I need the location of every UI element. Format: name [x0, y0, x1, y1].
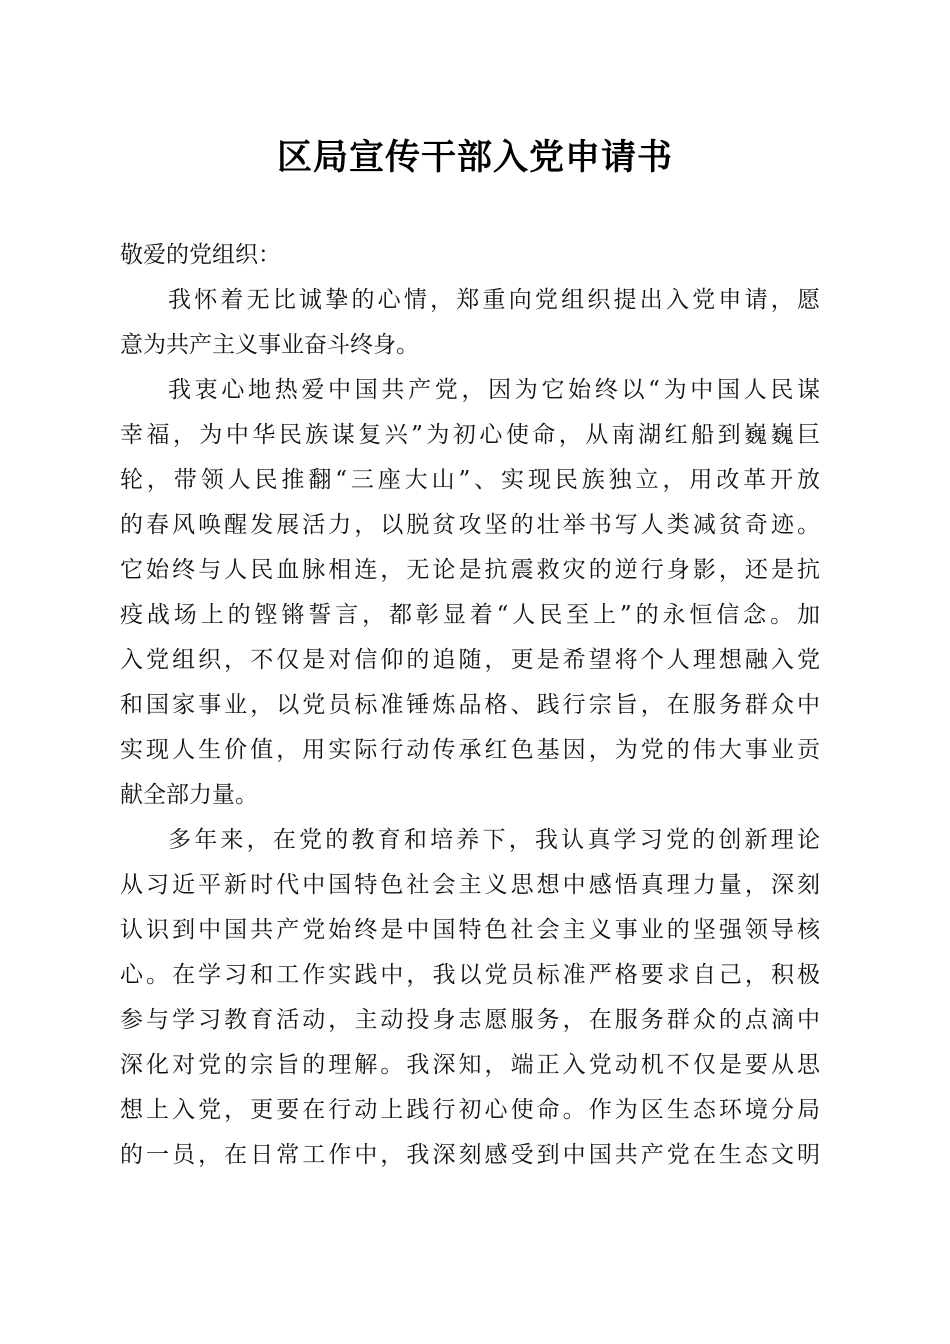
paragraph-line: 献全部力量。: [120, 782, 258, 808]
paragraph-line: 和国家事业，以党员标准锤炼品格、践行宗旨，在服务群众中: [120, 692, 820, 718]
paragraph-line: 想上入党，更要在行动上践行初心使命。作为区生态环境分局: [120, 1097, 820, 1123]
paragraph-line: 幸福，为中华民族谋复兴”为初心使命，从南湖红船到巍巍巨: [120, 422, 820, 448]
paragraph-line: 我怀着无比诚挚的心情，郑重向党组织提出入党申请，愿: [168, 287, 820, 313]
paragraph-line: 它始终与人民血脉相连，无论是抗震救灾的逆行身影，还是抗: [120, 557, 820, 583]
paragraph-line: 认识到中国共产党始终是中国特色社会主义事业的坚强领导核: [120, 917, 820, 943]
paragraph-line: 深化对党的宗旨的理解。我深知，端正入党动机不仅是要从思: [120, 1052, 820, 1078]
paragraph-line: 从习近平新时代中国特色社会主义思想中感悟真理力量，深刻: [120, 872, 820, 898]
paragraph-1: [120, 278, 820, 368]
paragraph-line: 的春风唤醒发展活力，以脱贫攻坚的壮举书写人类减贫奇迹。: [120, 512, 820, 538]
paragraph-line: 心。在学习和工作实践中，我以党员标准严格要求自己，积极: [120, 962, 820, 988]
paragraph-line: 的一员，在日常工作中，我深刻感受到中国共产党在生态文明: [120, 1142, 820, 1168]
paragraph-3: [120, 818, 820, 1178]
paragraph-line: 疫战场上的铿锵誓言，都彰显着“人民至上”的永恒信念。加: [120, 602, 820, 628]
paragraph-line: 多年来，在党的教育和培养下，我认真学习党的创新理论: [168, 827, 820, 853]
document-title: 区局宣传干部入党申请书: [276, 137, 673, 178]
document-body: [120, 233, 820, 1178]
paragraph-line: 我衷心地热爱中国共产党，因为它始终以“为中国人民谋: [168, 377, 820, 403]
salutation: 敬爱的党组织：: [120, 242, 281, 268]
paragraph-line: 轮，带领人民推翻“三座大山”、实现民族独立，用改革开放: [120, 467, 820, 493]
paragraph-2: [120, 368, 820, 818]
paragraph-line: 实现人生价值，用实际行动传承红色基因，为党的伟大事业贡: [120, 737, 820, 763]
paragraph-line: 入党组织，不仅是对信仰的追随，更是希望将个人理想融入党: [120, 647, 820, 673]
paragraph-line: 参与学习教育活动，主动投身志愿服务，在服务群众的点滴中: [120, 1007, 820, 1033]
paragraph-line: 意为共产主义事业奋斗终身。: [120, 332, 419, 358]
